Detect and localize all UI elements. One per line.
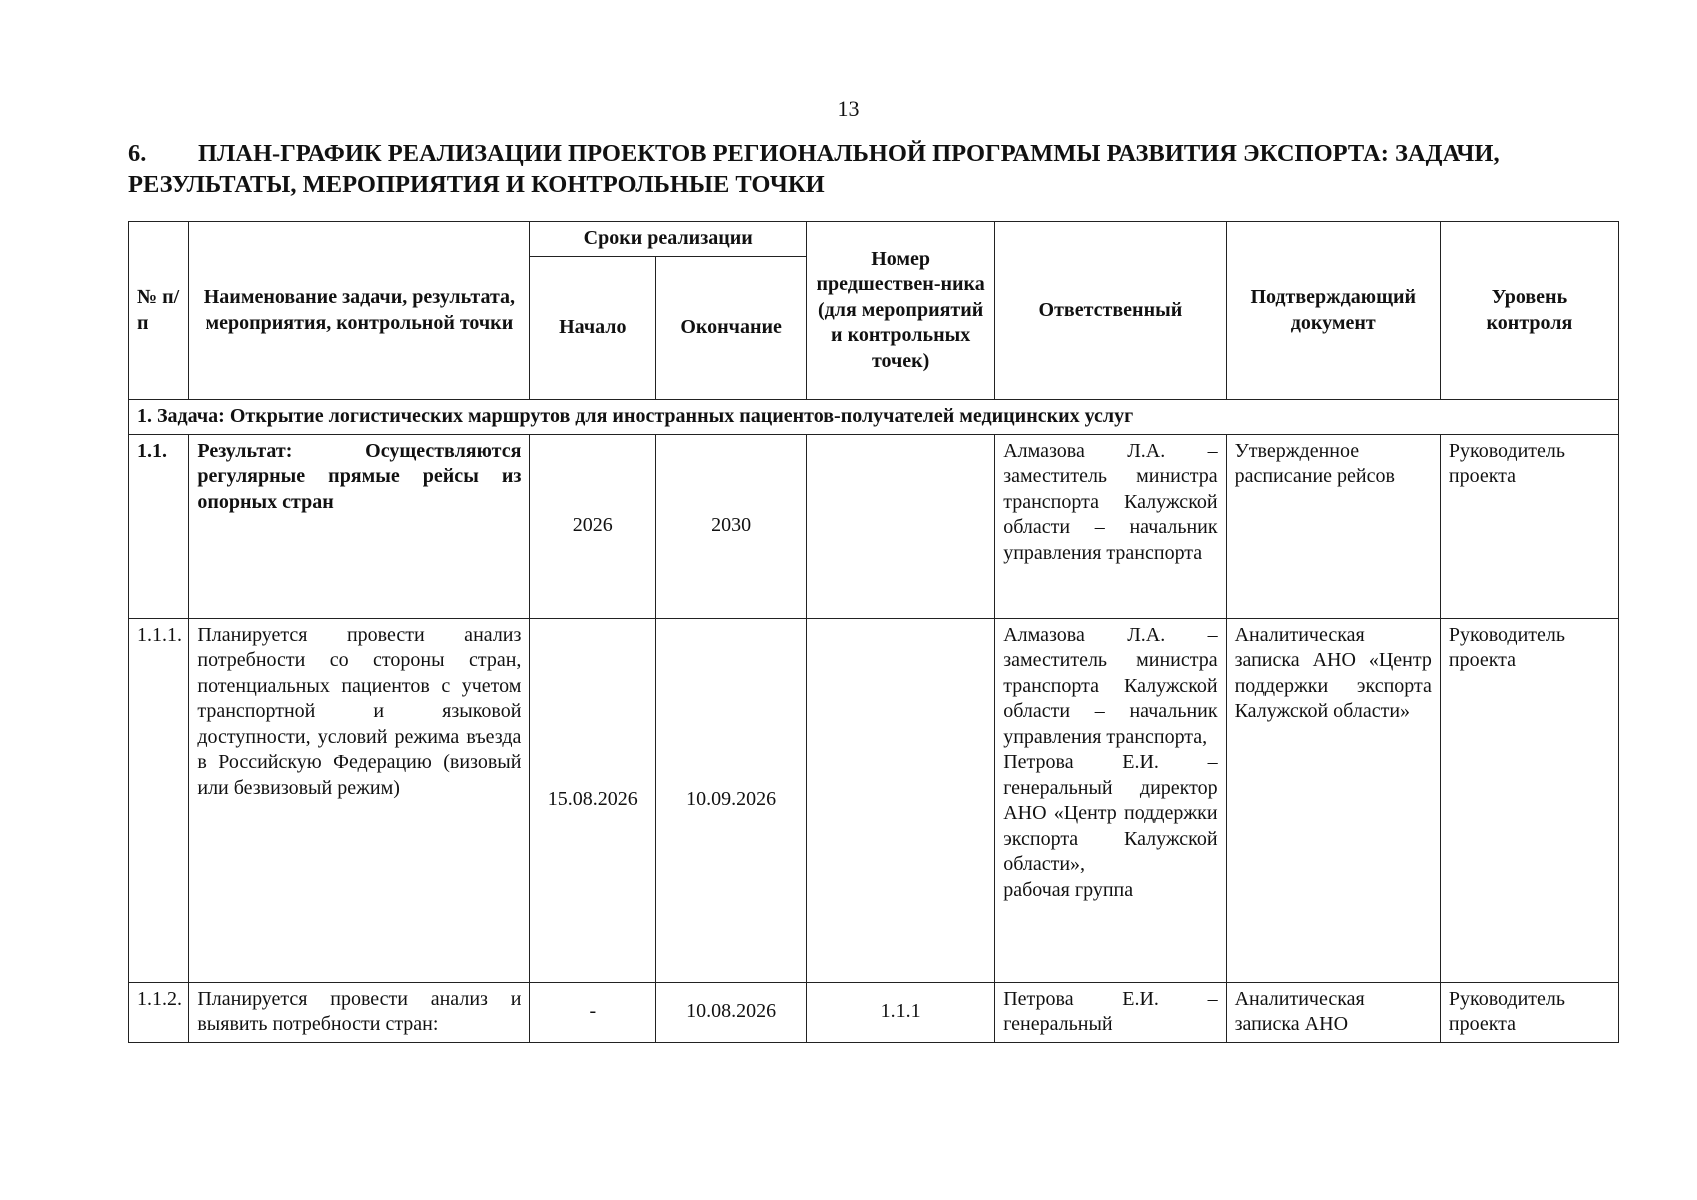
row-control: Руководитель проекта bbox=[1440, 434, 1618, 618]
header-control: Уровень контроля bbox=[1440, 222, 1618, 400]
table-header-row bbox=[129, 222, 1619, 257]
row-start: 15.08.2026 bbox=[530, 618, 656, 982]
row-document: Утвержденное расписание рейсов bbox=[1226, 434, 1440, 618]
row-predecessor: 1.1.1 bbox=[807, 982, 995, 1042]
table-row bbox=[129, 982, 1619, 1042]
header-document: Подтверждающий документ bbox=[1226, 222, 1440, 400]
row-end: 10.08.2026 bbox=[656, 982, 807, 1042]
row-num: 1.1.2. bbox=[129, 982, 189, 1042]
table-row bbox=[129, 618, 1619, 982]
row-name: Планируется провести анализ и выявить потребности стран: bbox=[189, 982, 530, 1042]
header-responsible: Ответственный bbox=[995, 222, 1226, 400]
row-start: 2026 bbox=[530, 434, 656, 618]
task-title: 1. Задача: Открытие логистических маршрутов для иностранных пациентов-получателей медицинских услуг bbox=[129, 400, 1619, 435]
row-control: Руководитель проекта bbox=[1440, 982, 1618, 1042]
plan-schedule-table bbox=[128, 221, 1619, 1043]
header-predecessor: Номер предшествен-ника (для мероприятий и контрольных точек) bbox=[807, 222, 995, 400]
header-num: № п/п bbox=[129, 222, 189, 400]
table-row bbox=[129, 434, 1619, 618]
row-num: 1.1. bbox=[129, 434, 189, 618]
header-end: Окончание bbox=[656, 257, 807, 400]
task-row bbox=[129, 400, 1619, 435]
row-predecessor bbox=[807, 434, 995, 618]
row-control: Руководитель проекта bbox=[1440, 618, 1618, 982]
page-number: 13 bbox=[837, 96, 860, 121]
row-num: 1.1.1. bbox=[129, 618, 189, 982]
row-end: 10.09.2026 bbox=[656, 618, 807, 982]
row-name: Планируется провести анализ потребности со стороны стран, потенциальных пациентов с учетом транспортной и языковой доступности, условий режима въезда в Российскую Федерацию (визовый или безвизовый режим) bbox=[189, 618, 530, 982]
row-name: Результат: Осуществляются регулярные прямые рейсы из опорных стран bbox=[189, 434, 530, 618]
row-document: Аналитическая записка АНО «Центр поддержки экспорта Калужской области» bbox=[1226, 618, 1440, 982]
section-number: 6. bbox=[128, 140, 147, 167]
row-responsible: Петрова Е.И. – генеральный bbox=[995, 982, 1226, 1042]
row-start: - bbox=[530, 982, 656, 1042]
row-responsible: Алмазова Л.А. – заместитель министра транспорта Калужской области – начальник управления транспорта bbox=[995, 434, 1226, 618]
header-name: Наименование задачи, результата, мероприятия, контрольной точки bbox=[189, 222, 530, 400]
header-terms: Сроки реализации bbox=[530, 222, 807, 257]
section-heading bbox=[128, 138, 1608, 200]
row-predecessor bbox=[807, 618, 995, 982]
section-title: ПЛАН-ГРАФИК РЕАЛИЗАЦИИ ПРОЕКТОВ РЕГИОНАЛЬНОЙ ПРОГРАММЫ РАЗВИТИЯ ЭКСПОРТА: ЗАДАЧИ, РЕЗУЛЬТАТЫ, МЕРОПРИЯТИЯ И КОНТРОЛЬНЫЕ ТОЧКИ bbox=[128, 140, 1500, 198]
row-document: Аналитическая записка АНО bbox=[1226, 982, 1440, 1042]
header-start: Начало bbox=[530, 257, 656, 400]
row-responsible: Алмазова Л.А. – заместитель министра транспорта Калужской области – начальник управления транспорта, Петрова Е.И. – генеральный директор АНО «Центр поддержки экспорта Калужской области», рабочая группа bbox=[995, 618, 1226, 982]
row-end: 2030 bbox=[656, 434, 807, 618]
